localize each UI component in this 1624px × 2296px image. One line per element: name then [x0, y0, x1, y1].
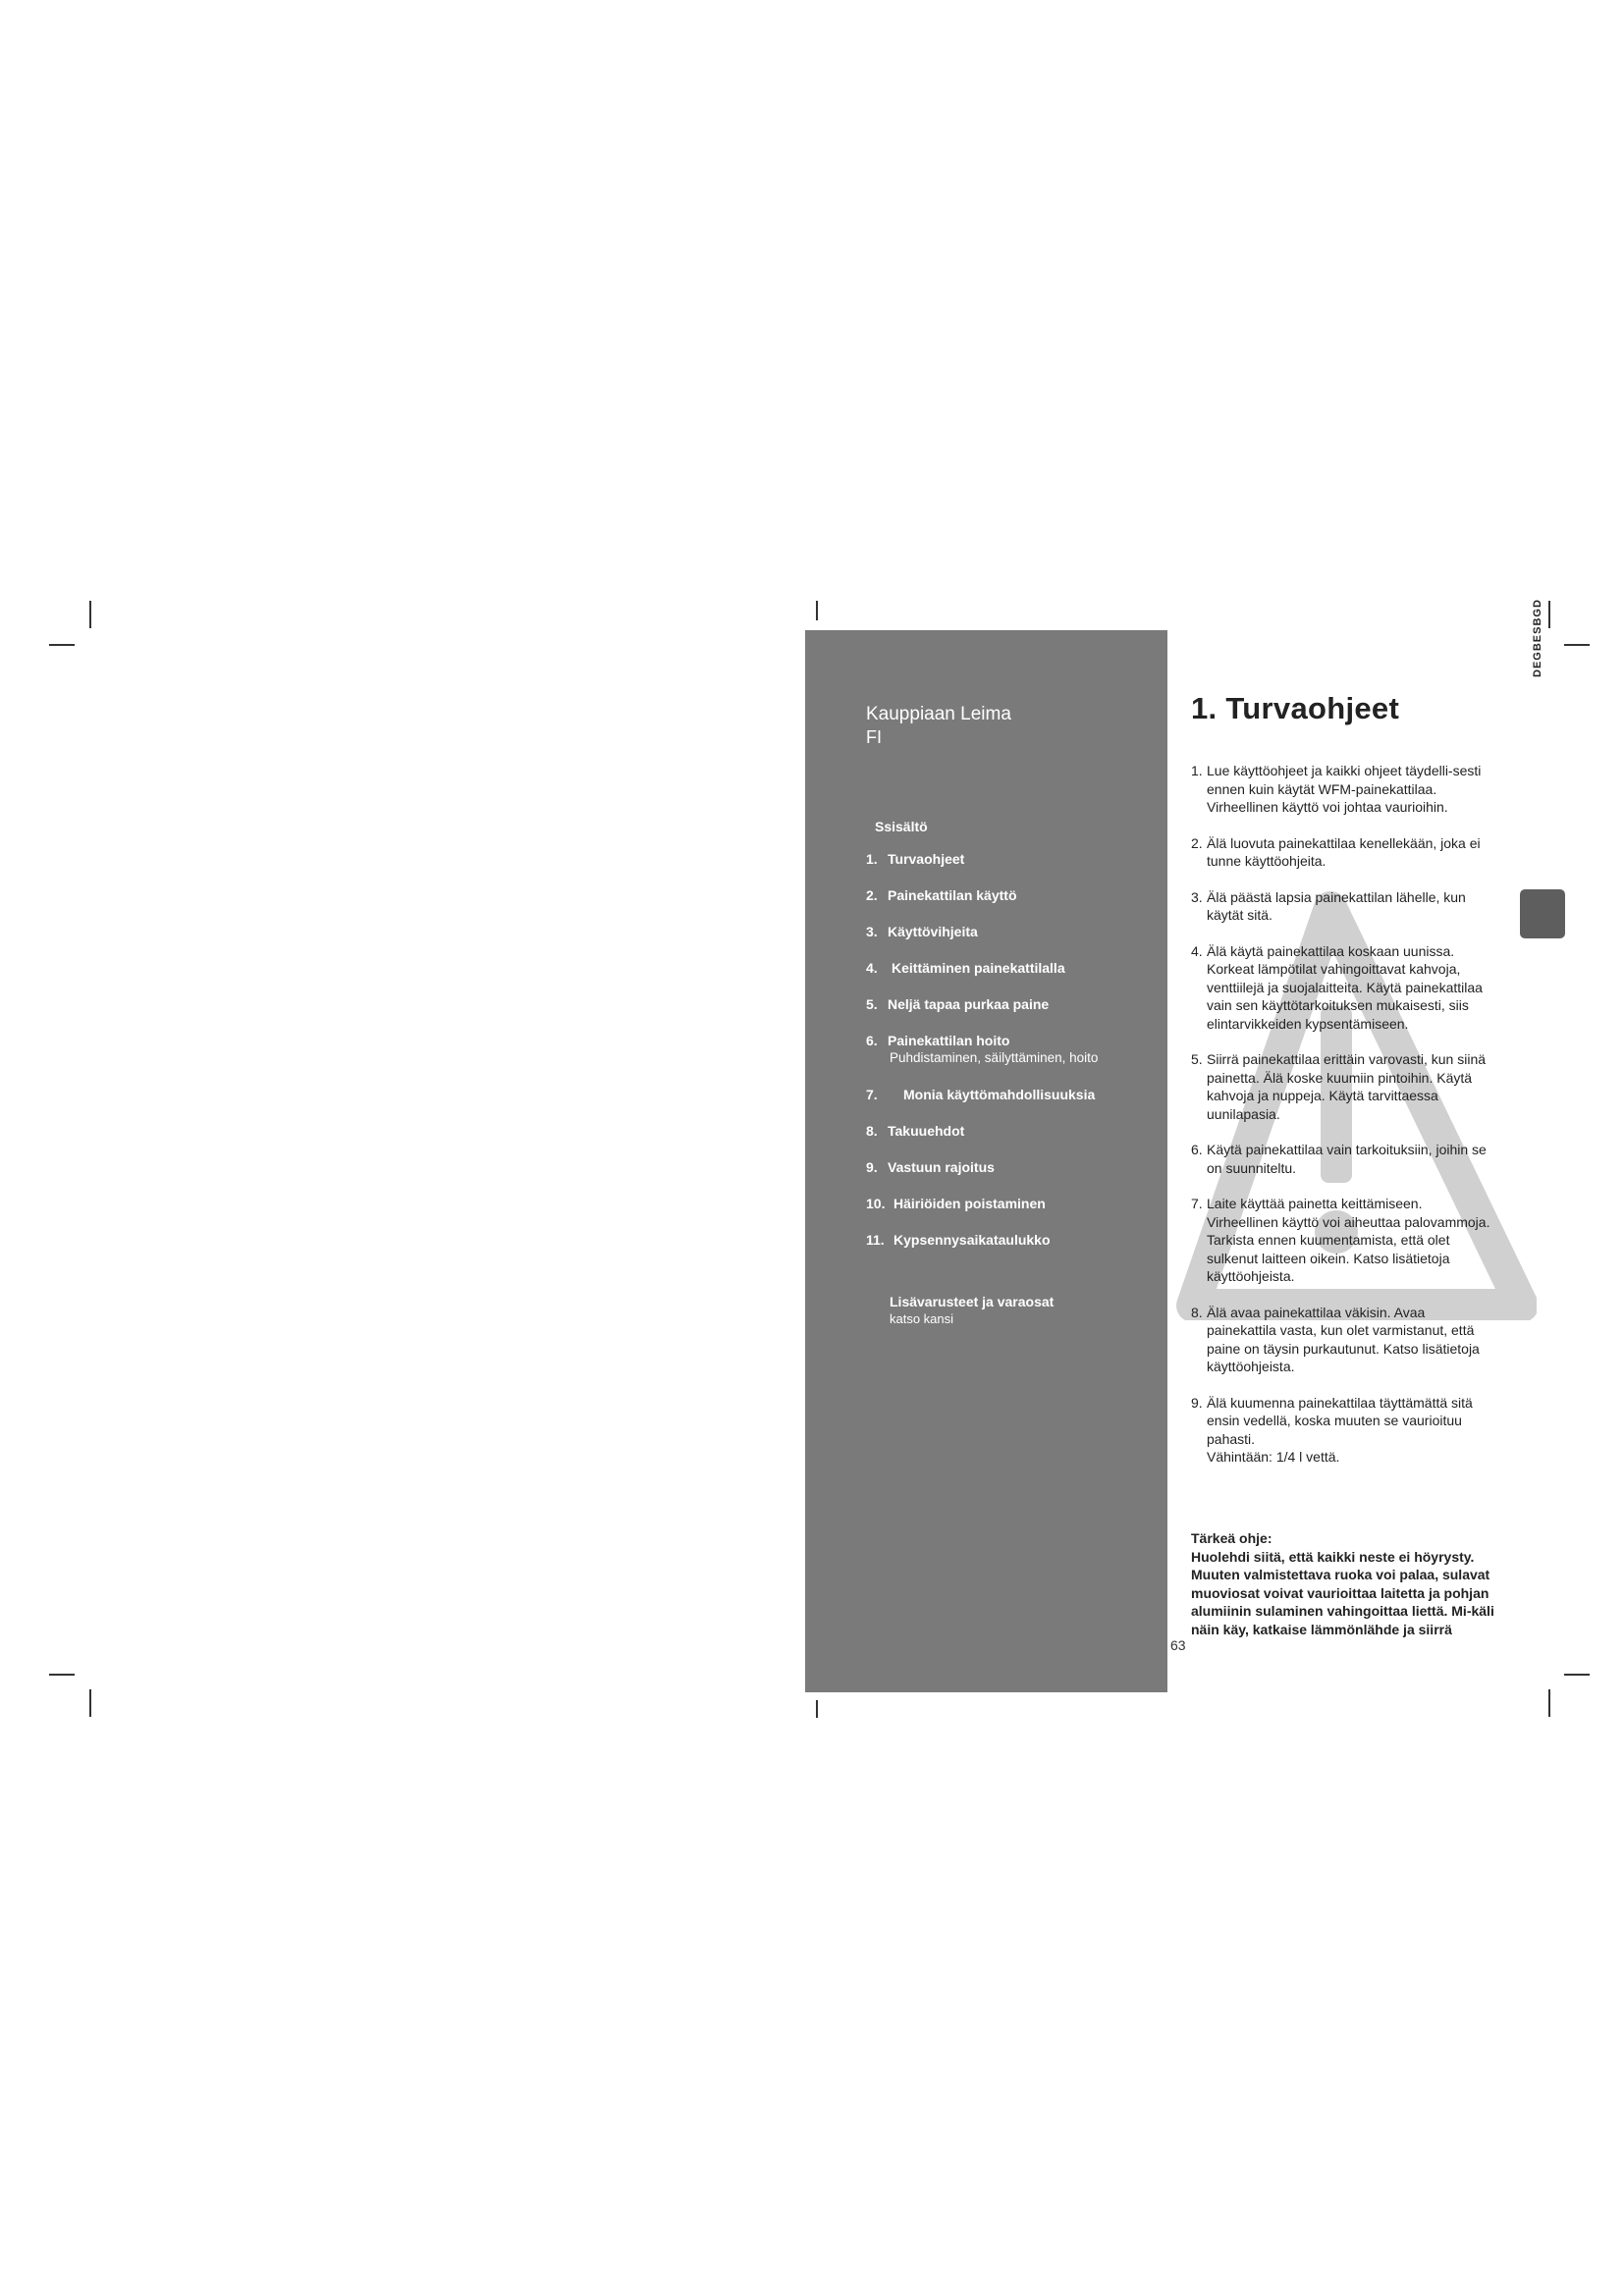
toc-subitem: Puhdistaminen, säilyttäminen, hoito [890, 1050, 1099, 1065]
important-text: Huolehdi siitä, että kaikki neste ei höyrysty. Muuten valmistettava ruoka voi palaa, sulavat muoviosat voivat vaurioittaa laitetta ja pohjan alumiinin sulaminen vahingoittaa liettä. Mi-käli näin käy, katkaise lämmönlähde ja siirrä [1191, 1548, 1494, 1637]
language-code: FI [866, 727, 882, 747]
language-codes: DEGBESBGD [1532, 599, 1543, 677]
page-number: 63 [1170, 1637, 1186, 1653]
toc-item[interactable]: 1. Turvaohjeet [866, 851, 965, 867]
list-item: 3. Älä päästä lapsia painekattilan lähelle, kun käytät sitä. [1191, 888, 1466, 923]
list-item: 8. Älä avaa painekattilaa väkisin. Avaa painekattila vasta, kun olet varmistanut, että paine on täysin purkautunut. Katso lisätietoja käyttöohjeista. [1191, 1304, 1480, 1374]
accessories-note: katso kansi [890, 1311, 954, 1326]
list-item: 1. Lue käyttöohjeet ja kaikki ohjeet täydelli-sesti ennen kuin käytät WFM-painekattilaa. Virheellinen käyttö voi johtaa vaurioihin. [1191, 763, 1482, 815]
list-item: 2. Älä luovuta painekattilaa kenellekään, joka ei tunne käyttöohjeita. [1191, 834, 1481, 869]
toc-item[interactable]: 6. Painekattilan hoito Puhdistaminen, säilyttäminen, hoito [866, 1033, 1099, 1065]
toc-item[interactable]: 3. Käyttövihjeita [866, 924, 978, 939]
list-item: 5. Siirrä painekattilaa erittäin varovasti, kun siinä painetta. Älä koske kuumiin pintoihin. Käytä kahvoja ja nuppeja. Käytä tarvittaessa uunilapasia. [1191, 1051, 1487, 1122]
toc-heading: Ssisältö [875, 819, 928, 834]
list-item: 4. Älä käytä painekattilaa koskaan uunissa. Korkeat lämpötilat vahingoittavat kahvoja, venttiilejä ja suojalaitteita. Käytä painekattilaa vain sen käyttötarkoituksen mukaisesti, siis elintarvikkeiden kypsentämiseen. [1191, 942, 1483, 1032]
crop-mark [1564, 1674, 1590, 1676]
toc-item[interactable]: 2. Painekattilan käyttö [866, 887, 1017, 903]
toc-item[interactable]: 7. Monia käyttömahdollisuuksia [866, 1087, 1096, 1102]
crop-mark [49, 644, 75, 646]
dealer-stamp-title: Kauppiaan Leima [866, 704, 1011, 724]
toc-item[interactable]: 8. Takuuehdot [866, 1123, 965, 1139]
important-label: Tärkeä ohje: [1191, 1530, 1272, 1546]
accessories-title: Lisävarusteet ja varaosat [890, 1294, 1055, 1309]
crop-mark [89, 601, 91, 628]
list-item: 6. Käytä painekattilaa vain tarkoituksiin, joihin se on suunniteltu. [1191, 1142, 1487, 1176]
list-item: 9. Älä kuumenna painekattilaa täyttämättä sitä ensin vedellä, koska muuten se vaurioituu pahasti. Vähintään: 1/4 l vettä. [1191, 1394, 1473, 1465]
toc-item[interactable]: 5. Neljä tapaa purkaa paine [866, 996, 1050, 1012]
section-tab [1520, 889, 1565, 938]
min-water-note: Vähintään: 1/4 l vettä. [1207, 1449, 1340, 1465]
crop-mark [816, 601, 818, 620]
toc-item[interactable]: 11. Kypsennysaikataulukko [866, 1232, 1051, 1248]
crop-mark [89, 1689, 91, 1717]
crop-mark [49, 1674, 75, 1676]
toc-item[interactable]: 4. Keittäminen painekattilalla [866, 960, 1065, 976]
safety-rules [1191, 762, 1495, 1484]
toc-item[interactable]: 10. Häiriöiden poistaminen [866, 1196, 1046, 1211]
crop-mark [1548, 1689, 1550, 1717]
page-title: 1. Turvaohjeet [1191, 691, 1400, 725]
important-note [1191, 1529, 1497, 1638]
crop-mark [1564, 644, 1590, 646]
crop-mark [816, 1700, 818, 1718]
list-item: 7. Laite käyttää painetta keittämiseen. Virheellinen käyttö voi aiheuttaa palovammoja. Tarkista ennen kuumentamista, että olet sulkenut laitteen oikein. Katso lisätietoja käyttöohjeista. [1191, 1196, 1490, 1284]
crop-mark [1548, 601, 1550, 628]
sidebar-panel [805, 630, 1167, 1692]
toc-item[interactable]: 9. Vastuun rajoitus [866, 1159, 995, 1175]
